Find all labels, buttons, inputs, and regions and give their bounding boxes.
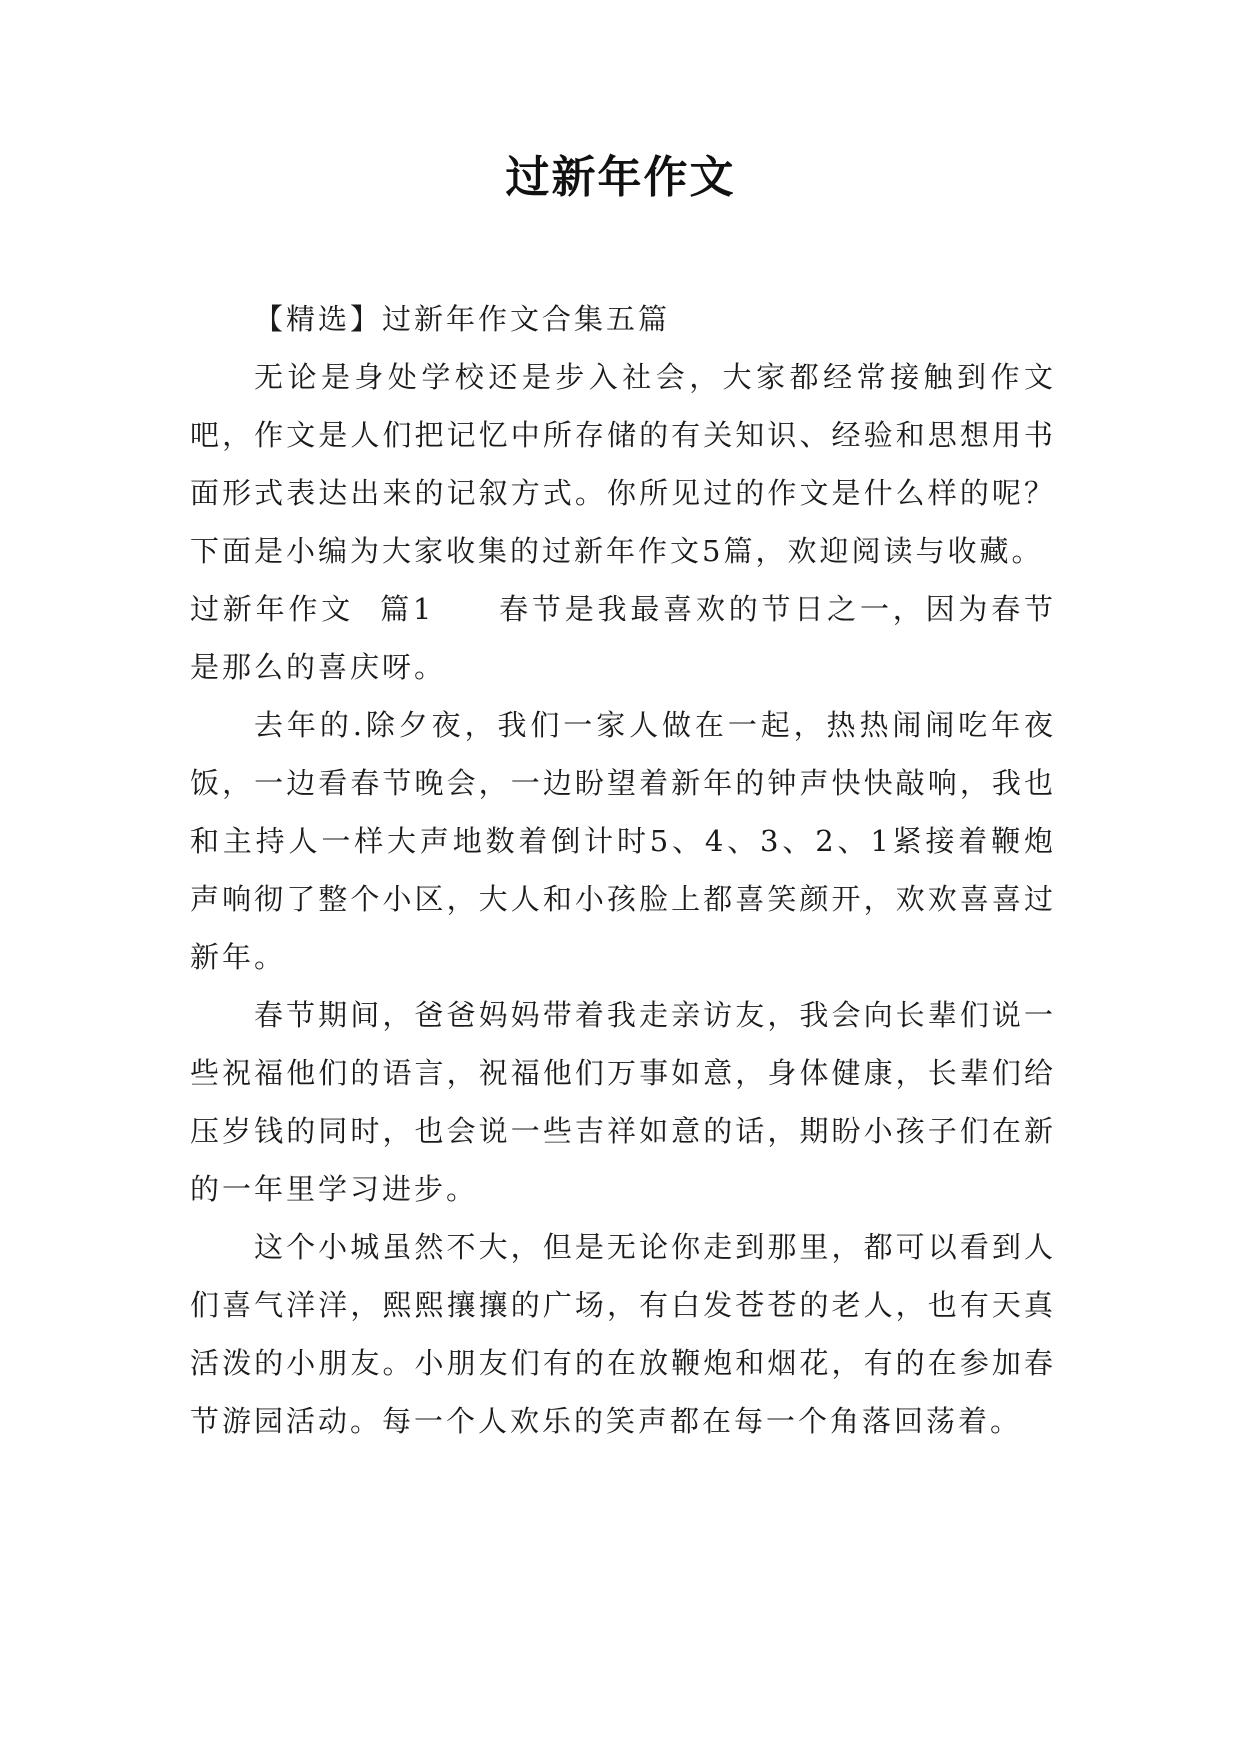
subtitle-line: 【精选】过新年作文合集五篇 xyxy=(254,302,671,336)
document-title: 过新年作文 xyxy=(505,152,736,203)
section-paragraph xyxy=(190,580,1056,696)
body-paragraph-1: 去年的.除夕夜，我们一家人做在一起，热热闹闹吃年夜饭，一边看春节晚会，一边盼望着新年的钟声快快敲响，我也和主持人一样大声地数着倒计时5、4、3、2、1紧接着鞭炮声响彻了整个小区，大人和小孩脸上都喜笑颜开，欢欢喜喜过新年。 xyxy=(190,708,1056,974)
section-heading: 过新年作文 篇1 xyxy=(190,592,435,626)
document-body xyxy=(190,290,1056,1450)
section-first-line: 春节是我最喜欢的节日之一，因为春节是那么的喜庆呀。 xyxy=(190,592,1056,684)
body-paragraph-3: 这个小城虽然不大，但是无论你走到那里，都可以看到人们喜气洋洋，熙熙攘攘的广场，有白发苍苍的老人，也有天真活泼的小朋友。小朋友们有的在放鞭炮和烟花，有的在参加春节游园活动。每一个人欢乐的笑声都在每一个角落回荡着。 xyxy=(190,1230,1056,1438)
body-paragraph-2: 春节期间，爸爸妈妈带着我走亲访友，我会向长辈们说一些祝福他们的语言，祝福他们万事如意，身体健康，长辈们给压岁钱的同时，也会说一些吉祥如意的话，期盼小孩子们在新的一年里学习进步。 xyxy=(190,998,1056,1206)
intro-paragraph: 无论是身处学校还是步入社会，大家都经常接触到作文吧，作文是人们把记忆中所存储的有关知识、经验和思想用书面形式表达出来的记叙方式。你所见过的作文是什么样的呢？下面是小编为大家收集的过新年作文5篇，欢迎阅读与收藏。 xyxy=(190,360,1056,568)
